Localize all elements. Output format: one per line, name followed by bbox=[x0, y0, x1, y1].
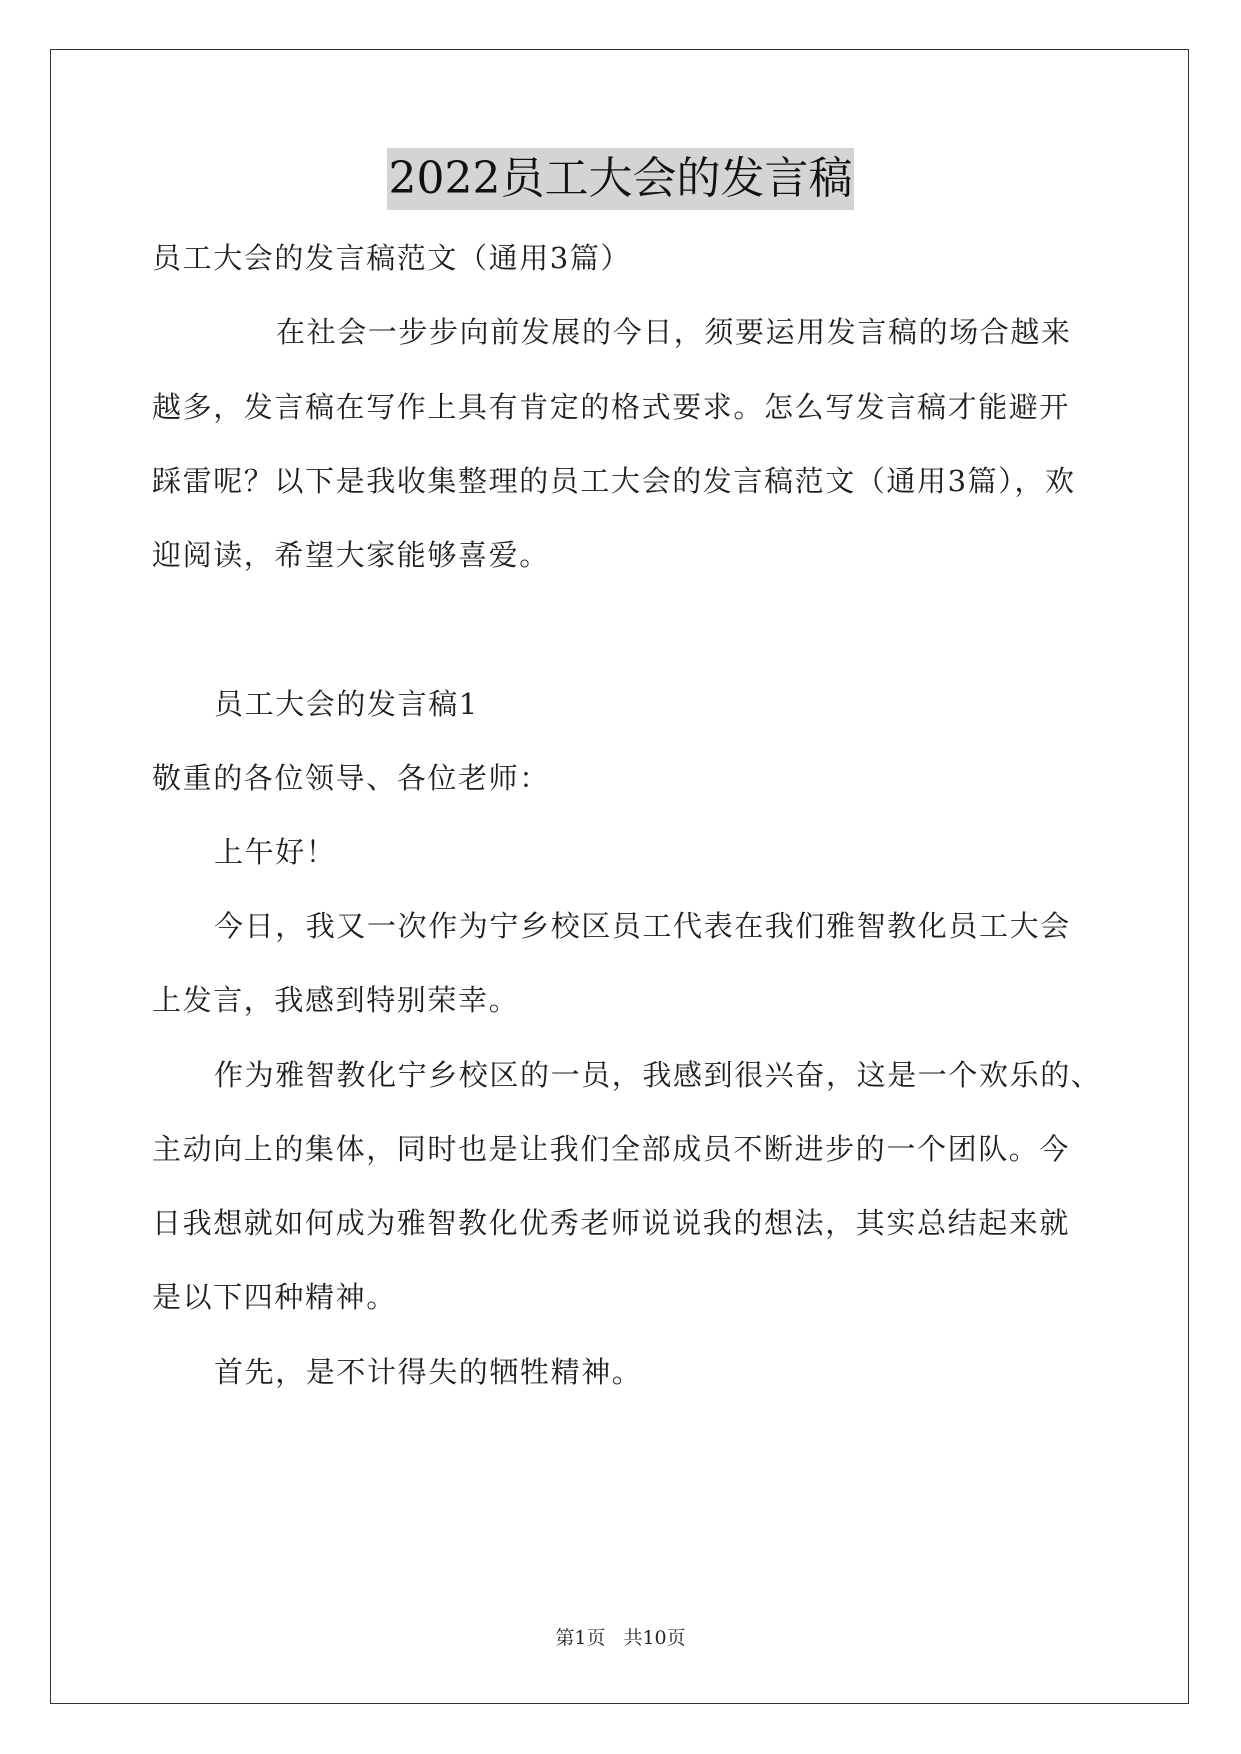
page-border bbox=[50, 49, 1189, 1704]
paragraph-line: 迎阅读，希望大家能够喜爱。 bbox=[152, 538, 550, 572]
page-number: 第1页 bbox=[555, 1627, 606, 1649]
section-heading: 员工大会的发言稿1 bbox=[214, 687, 479, 721]
subtitle-line: 员工大会的发言稿范文（通用3篇） bbox=[152, 241, 632, 275]
paragraph-line: 日我想就如何成为雅智教化优秀老师说说我的想法，其实总结起来就 bbox=[152, 1206, 1071, 1240]
paragraph-line: 首先，是不计得失的牺牲精神。 bbox=[214, 1355, 643, 1389]
paragraph-line: 越多，发言稿在写作上具有肯定的格式要求。怎么写发言稿才能避开 bbox=[152, 390, 1071, 424]
paragraph-line: 在社会一步步向前发展的今日，须要运用发言稿的场合越来 bbox=[276, 315, 1072, 349]
title-container bbox=[0, 148, 1241, 210]
page-total: 共10页 bbox=[623, 1627, 686, 1649]
paragraph-line: 作为雅智教化宁乡校区的一员，我感到很兴奋，这是一个欢乐的、 bbox=[214, 1058, 1102, 1092]
page-footer bbox=[0, 1625, 1241, 1651]
greeting-line: 上午好！ bbox=[214, 835, 337, 869]
paragraph-line: 是以下四种精神。 bbox=[152, 1280, 397, 1314]
document-title: 2022员工大会的发言稿 bbox=[387, 148, 855, 210]
salutation-line: 敬重的各位领导、各位老师： bbox=[152, 761, 550, 795]
paragraph-line: 上发言，我感到特别荣幸。 bbox=[152, 983, 520, 1017]
paragraph-line: 今日，我又一次作为宁乡校区员工代表在我们雅智教化员工大会 bbox=[214, 909, 1071, 943]
paragraph-line: 踩雷呢？以下是我收集整理的员工大会的发言稿范文（通用3篇），欢 bbox=[152, 464, 1076, 498]
paragraph-line: 主动向上的集体，同时也是让我们全部成员不断进步的一个团队。今 bbox=[152, 1132, 1071, 1166]
